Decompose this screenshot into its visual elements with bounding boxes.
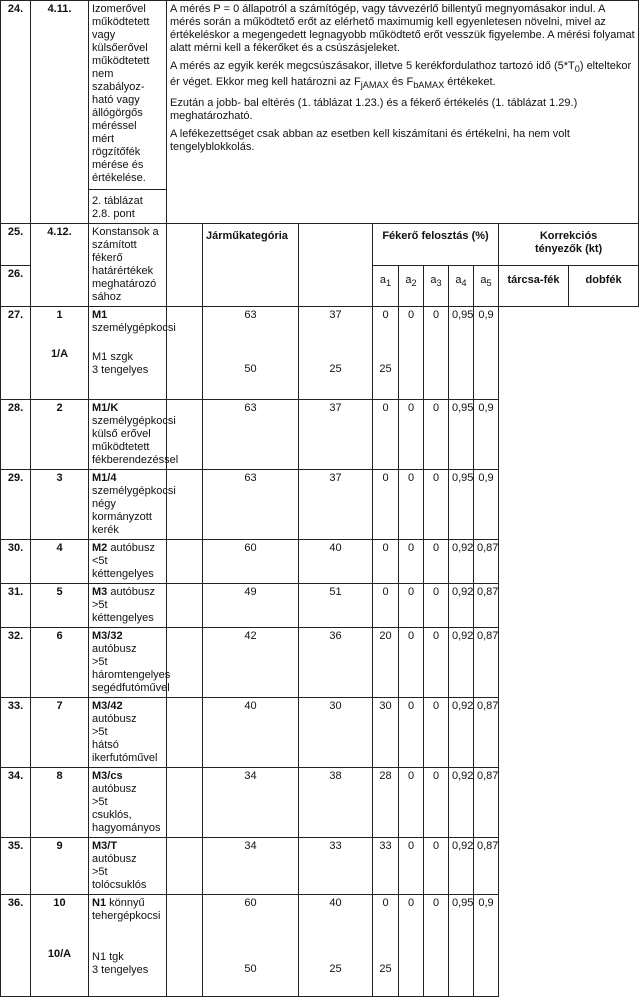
vehicle-row xyxy=(1,540,639,584)
row-number: 31. xyxy=(1,584,31,628)
split-value: 40 xyxy=(299,540,373,584)
split-value: 34 xyxy=(203,838,299,895)
vehicle-row xyxy=(1,895,639,997)
row-number: 24. xyxy=(1,1,31,224)
disc-coefficient: 0,95 xyxy=(449,470,474,540)
category-header: Járműkategória xyxy=(203,224,299,307)
vehicle-row xyxy=(1,400,639,470)
category-name: N1 könnyű tehergépkocsi N1 tgk 3 tengelyes xyxy=(89,895,167,997)
drum-header: dobfék xyxy=(569,265,639,307)
split-header: Fékerő felosztás (%) xyxy=(373,224,499,266)
disc-coefficient: 0,92 xyxy=(449,698,474,768)
a3-header: $a_3$ xyxy=(424,265,449,307)
blank-cell xyxy=(167,584,203,628)
split-value: 0 xyxy=(424,470,449,540)
split-value: 37 xyxy=(299,470,373,540)
split-value: 37 25 xyxy=(299,307,373,400)
blank-cell xyxy=(167,540,203,584)
split-value: 42 xyxy=(203,628,299,698)
blank-cell xyxy=(167,628,203,698)
split-value: 30 xyxy=(373,698,399,768)
vehicle-row xyxy=(1,838,639,895)
split-value: 0 xyxy=(399,400,424,470)
category-name: M3 autóbusz >5t kéttengelyes xyxy=(89,584,167,628)
row-24 xyxy=(1,1,639,224)
split-value: 0 xyxy=(399,698,424,768)
split-value: 20 xyxy=(373,628,399,698)
split-value: 0 xyxy=(399,307,424,400)
split-value: 33 xyxy=(373,838,399,895)
section-title: Konstansok a számított fékerő határértékek meghatározó sához xyxy=(89,224,167,307)
vehicle-row xyxy=(1,307,639,400)
vehicle-row xyxy=(1,698,639,768)
vehicle-row xyxy=(1,768,639,838)
drum-coefficient: 0,87 xyxy=(474,584,499,628)
row-number: 29. xyxy=(1,470,31,540)
split-value: 63 xyxy=(203,400,299,470)
category-name: M1/K személygépkocsi külső erővel működtetett fékberendezéssel xyxy=(89,400,167,470)
split-value: 60 50 xyxy=(203,895,299,997)
reference-text: 2. táblázat 2.8. pont xyxy=(92,195,143,220)
split-value: 0 xyxy=(424,895,449,997)
split-value: 0 xyxy=(399,470,424,540)
title-text: Izomerővel működtetett vagy külsőerővel működtetett nem szabályoz- ható vagy állógörgős méréssel mért rögzítőfék mérése és értékelése. xyxy=(92,3,150,184)
split-value: 28 xyxy=(373,768,399,838)
section-code: 4.12. xyxy=(31,224,89,307)
split-value: 34 xyxy=(203,768,299,838)
split-value: 33 xyxy=(299,838,373,895)
split-value: 37 xyxy=(299,400,373,470)
category-index: 4 xyxy=(31,540,89,584)
row-number: 32. xyxy=(1,628,31,698)
row-description xyxy=(167,1,639,224)
disc-header: tárcsa-fék xyxy=(499,265,569,307)
category-index: 1 1/A xyxy=(31,307,89,400)
paragraph-3: Ezután a jobb- bal eltérés (1. táblázat 1.23.) és a fékerő értékelés (1. táblázat 1.29.) meghatározható. xyxy=(170,97,578,123)
vehicle-row xyxy=(1,470,639,540)
row-number: 28. xyxy=(1,400,31,470)
header-row-25 xyxy=(1,224,639,266)
disc-coefficient: 0,95 xyxy=(449,895,474,997)
split-value: 0 xyxy=(373,540,399,584)
split-value: 0 xyxy=(399,628,424,698)
blank-cell xyxy=(167,470,203,540)
disc-coefficient: 0,92 xyxy=(449,628,474,698)
category-index: 6 xyxy=(31,628,89,698)
a4-header: $a_4$ xyxy=(449,265,474,307)
split-value: 0 xyxy=(424,838,449,895)
section-code: 4.11. xyxy=(31,1,89,224)
split-value: 0 xyxy=(373,470,399,540)
row-number: 26. xyxy=(1,265,31,307)
split-value: 0 xyxy=(424,698,449,768)
split-value: 0 xyxy=(424,307,449,400)
split-value: 0 xyxy=(424,768,449,838)
blank-cell xyxy=(167,768,203,838)
category-name: M1/4 személygépkocsi négy kormányzott kerék xyxy=(89,470,167,540)
split-value: 0 xyxy=(373,400,399,470)
split-value: 0 xyxy=(424,400,449,470)
category-index: 8 xyxy=(31,768,89,838)
split-value: 0 xyxy=(399,768,424,838)
split-value: 51 xyxy=(299,584,373,628)
split-value: 60 xyxy=(203,540,299,584)
drum-coefficient: 0,9 xyxy=(474,470,499,540)
category-index: 2 xyxy=(31,400,89,470)
split-value: 0 xyxy=(424,584,449,628)
paragraph-2: A mérés az egyik kerék megcsúszásakor, illetve 5 kerékfordulathoz tartozó idő $(5*T_0)$ elteltekor ér véget. Ekkor meg kell határozni az $F_{jAMAX}$ és $F_{bAMAX}$ értékeket. xyxy=(170,60,632,91)
category-name: M1 személygépkocsi M1 szgk 3 tengelyes xyxy=(89,307,167,400)
category-name: M3/T autóbusz >5t tolócsuklós xyxy=(89,838,167,895)
a2-header: $a_2$ xyxy=(399,265,424,307)
category-index: 5 xyxy=(31,584,89,628)
drum-coefficient: 0,9 xyxy=(474,307,499,400)
category-index: 7 xyxy=(31,698,89,768)
drum-coefficient: 0,87 xyxy=(474,838,499,895)
row-number: 27. xyxy=(1,307,31,400)
split-value: 38 xyxy=(299,768,373,838)
drum-coefficient: 0,87 xyxy=(474,698,499,768)
row-number: 36. xyxy=(1,895,31,997)
drum-coefficient: 0,87 xyxy=(474,540,499,584)
row-number: 34. xyxy=(1,768,31,838)
a1-header: $a_1$ xyxy=(373,265,399,307)
row-number: 35. xyxy=(1,838,31,895)
category-name: M3/32 autóbusz >5t háromtengelyes segédfutóművel xyxy=(89,628,167,698)
disc-coefficient: 0,92 xyxy=(449,584,474,628)
split-value: 0 xyxy=(399,895,424,997)
blank-cell xyxy=(167,838,203,895)
disc-coefficient: 0,92 xyxy=(449,540,474,584)
disc-coefficient: 0,92 xyxy=(449,838,474,895)
split-value: 0 xyxy=(399,540,424,584)
disc-coefficient: 0,95 xyxy=(449,307,474,400)
row-title xyxy=(89,1,167,224)
split-value: 36 xyxy=(299,628,373,698)
a5-header: $a_5$ xyxy=(474,265,499,307)
split-value: 0 xyxy=(399,584,424,628)
category-index: 9 xyxy=(31,838,89,895)
split-value: 0 25 xyxy=(373,307,399,400)
row-number: 25. xyxy=(1,224,31,266)
split-value: 63 50 xyxy=(203,307,299,400)
drum-coefficient: 0,87 xyxy=(474,628,499,698)
drum-coefficient: 0,87 xyxy=(474,768,499,838)
blank-cell xyxy=(167,698,203,768)
split-value: 0 xyxy=(399,838,424,895)
category-name: M3/42 autóbusz >5t hátsó ikerfutóművel xyxy=(89,698,167,768)
split-value: 0 xyxy=(424,628,449,698)
correction-header: Korrekciós tényezők (kt) xyxy=(499,224,639,266)
split-value: 40 xyxy=(203,698,299,768)
disc-coefficient: 0,92 xyxy=(449,768,474,838)
vehicle-row xyxy=(1,628,639,698)
split-value: 0 xyxy=(424,540,449,584)
category-index: 3 xyxy=(31,470,89,540)
paragraph-4: A lefékezettséget csak abban az esetben kell kiszámítani és értékelni, ha nem volt tengelyblokkolás. xyxy=(170,128,570,154)
category-name: M2 autóbusz <5t kéttengelyes xyxy=(89,540,167,584)
row-number: 33. xyxy=(1,698,31,768)
drum-coefficient: 0,9 xyxy=(474,895,499,997)
split-value: 40 25 xyxy=(299,895,373,997)
split-value: 0 25 xyxy=(373,895,399,997)
row-number: 30. xyxy=(1,540,31,584)
split-value: 0 xyxy=(373,584,399,628)
blank-cell xyxy=(167,895,203,997)
category-name: M3/cs autóbusz >5t csuklós, hagyományos xyxy=(89,768,167,838)
split-value: 63 xyxy=(203,470,299,540)
disc-coefficient: 0,95 xyxy=(449,400,474,470)
category-index: 10 10/A xyxy=(31,895,89,997)
split-value: 49 xyxy=(203,584,299,628)
drum-coefficient: 0,9 xyxy=(474,400,499,470)
split-value: 30 xyxy=(299,698,373,768)
blank-cell xyxy=(167,307,203,400)
vehicle-row xyxy=(1,584,639,628)
paragraph-1: A mérés P = 0 állapotról a számítógép, vagy távvezérlő billentyű megnyomásakor indul. A mérés során a működtető erőt az elérhető maximumig kell egyenletesen növelni, mivel az értékeléskor a megengedett legnagyobb működtető erőt vesszük figyelembe. A mérési folyamat alatt mérni kell a fékerőket és a csúszásjeleket. xyxy=(170,3,635,54)
